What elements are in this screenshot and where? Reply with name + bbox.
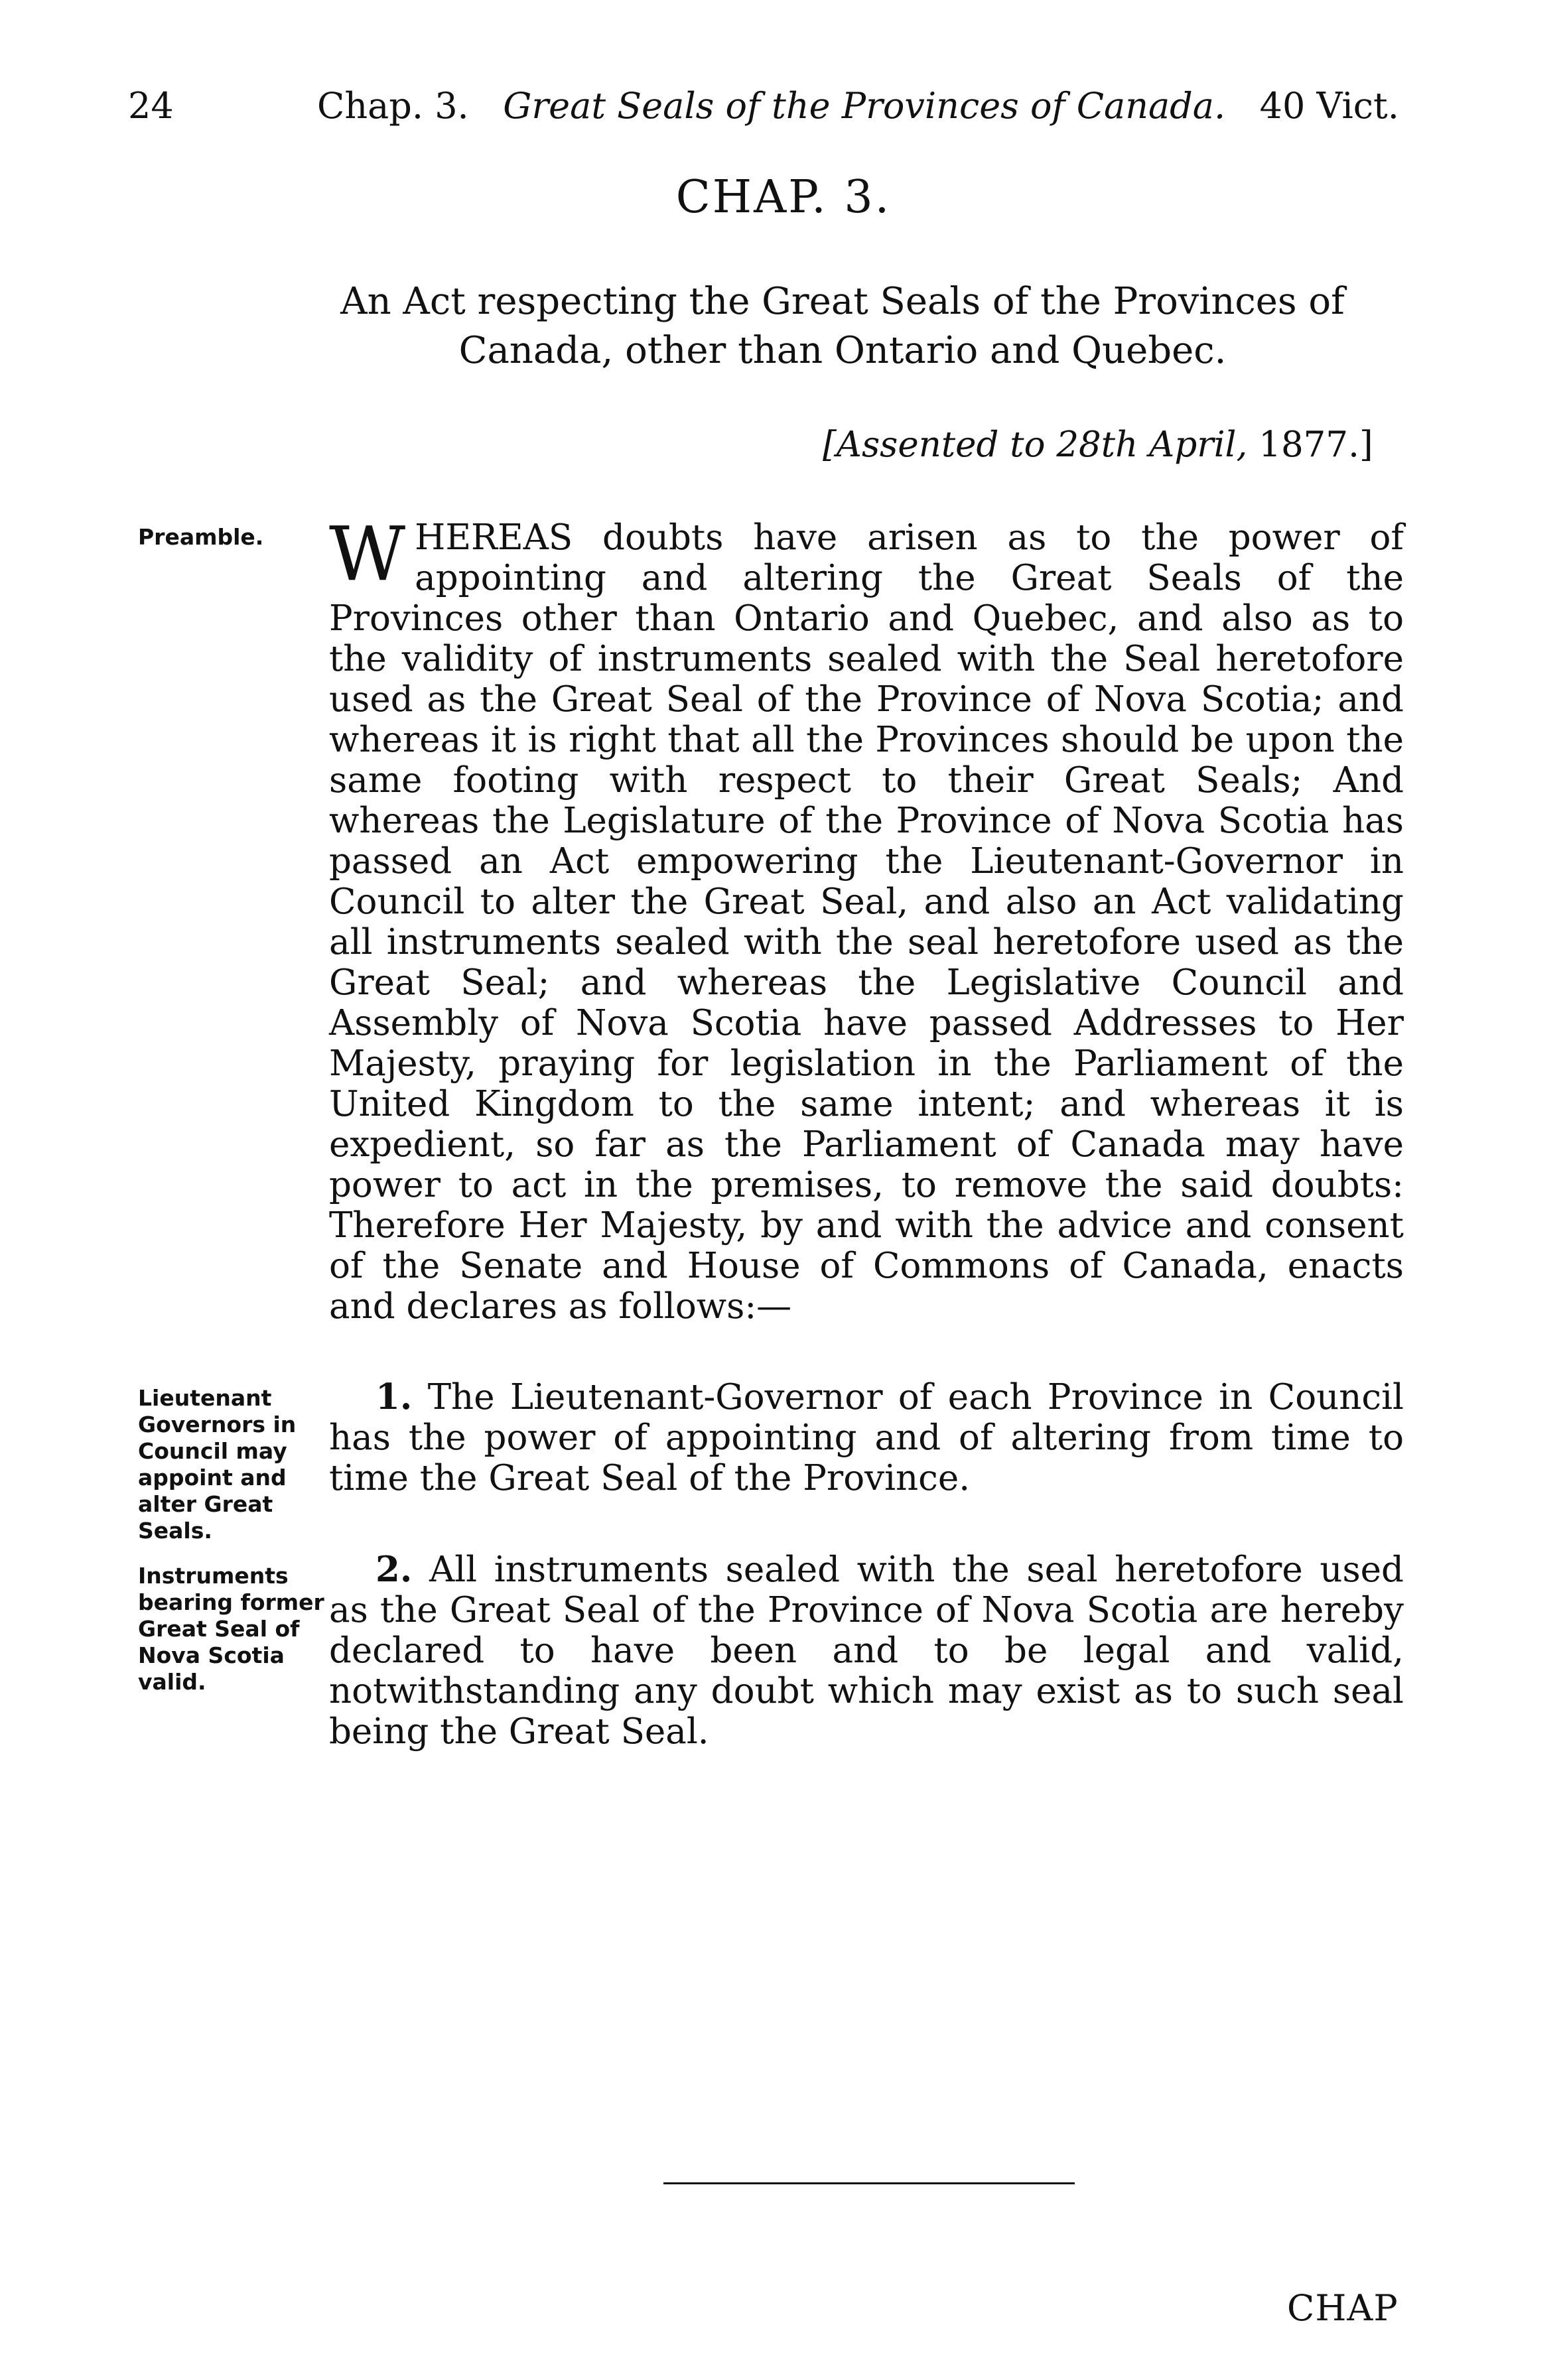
section-1-text: The Lieutenant-Governor of each Province in Council has the power of appointing and of altering from time to time the Great Seal of the Province.	[329, 1377, 1404, 1498]
section-2	[329, 1550, 1404, 1752]
margin-note-section-2: Instruments bearing former Great Seal of Nova Scotia valid.	[138, 1563, 324, 1695]
section-divider	[663, 2182, 1075, 2184]
section-1	[329, 1377, 1404, 1498]
running-header	[317, 85, 1399, 127]
page-number: 24	[128, 85, 174, 127]
chapter-ref: Chap. 3.	[317, 85, 469, 127]
regnal-year: 40 Vict.	[1259, 85, 1399, 127]
preamble-paragraph	[329, 511, 1404, 1327]
chapter-heading: CHAP. 3.	[675, 171, 892, 224]
assent-prefix: [Assented to 28th April,	[823, 425, 1248, 465]
act-title: An Act respecting the Great Seals of the Provinces of Canada, other than Ontario and Quebec.	[340, 280, 1345, 372]
assent-year: 1877.]	[1259, 425, 1373, 465]
catchword: CHAP	[1287, 2287, 1398, 2329]
preamble-text: HEREAS doubts have arisen as to the power of appointing and altering the Great Seals of the Provinces other than Ontario and Quebec, and also as to the validity of instruments sealed with the Seal heretofore used as the Great Seal of the Province of Nova Scotia; and whereas it is right that all the Provinces should be upon the same footing with respect to their Great Seals; And whereas the Legislature of the Province of Nova Scotia has passed an Act empowering the Lieutenant-Governor in Council to alter the Great Seal, and also an Act validating all instruments sealed with the seal heretofore used as the Great Seal; and whereas the Legislative Council and Assembly of Nova Scotia have passed Addresses to Her Majesty, praying for legislation in the Parliament of the United Kingdom to the same intent; and whereas it is expedient, so far as the Parliament of Canada may have power to act in the premises, to remove the said doubts: Therefore Her Majesty, by and with the advice and consent of the Senate and House of Commons of Canada, enacts and declares as follows:—	[329, 517, 1404, 1327]
margin-note-preamble: Preamble.	[138, 524, 264, 550]
drop-cap: W	[329, 511, 406, 598]
running-title: Great Seals of the Provinces of Canada.	[503, 85, 1226, 127]
margin-note-section-1: Lieutenant Governors in Council may appoint and alter Great Seals.	[138, 1385, 297, 1544]
section-1-number: 1.	[375, 1376, 413, 1418]
assent-date	[823, 425, 1373, 465]
section-2-number: 2.	[375, 1549, 413, 1590]
section-2-text: All instruments sealed with the seal heretofore used as the Great Seal of the Province of Nova Scotia are hereby declared to have been and to be legal and valid, notwithstanding any doubt which may exist as to such seal being the Great Seal.	[329, 1550, 1404, 1752]
